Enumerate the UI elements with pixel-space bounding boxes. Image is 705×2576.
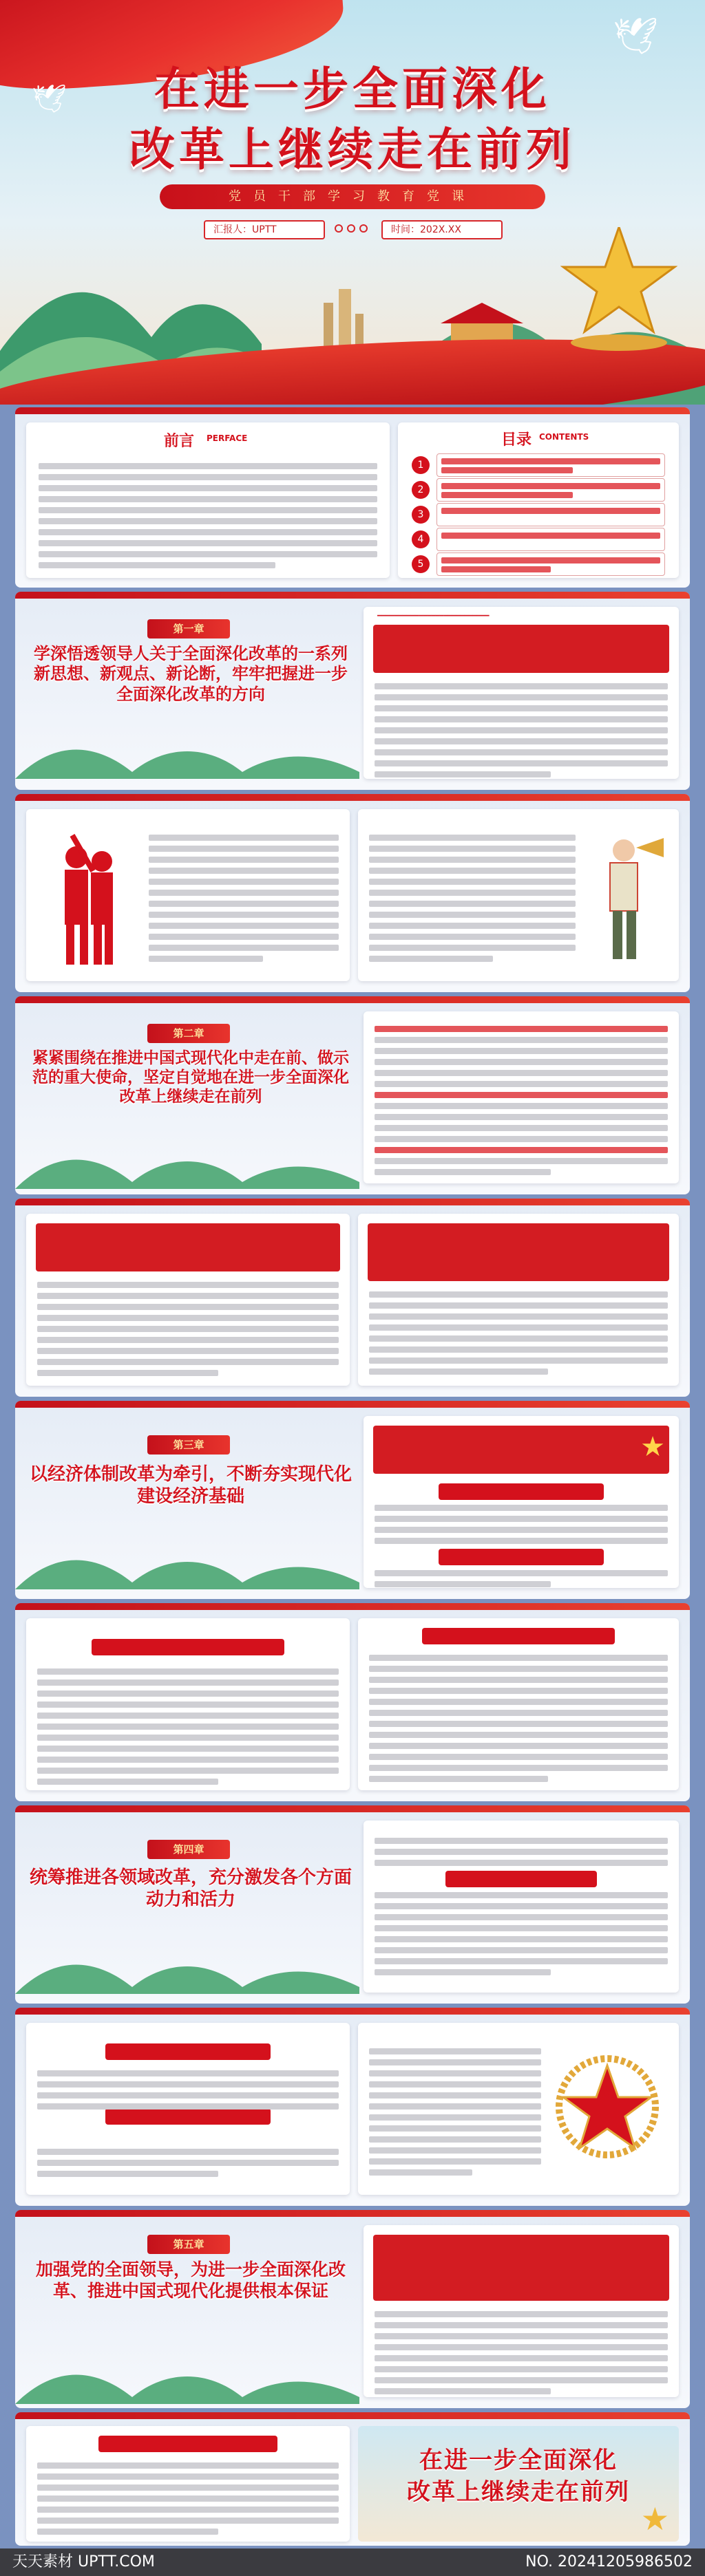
toc-item: 3 — [412, 501, 665, 528]
closing-title-line1: 在进一步全面深化 — [419, 2447, 618, 2474]
chapter-title: 加强党的全面领导，为进一步全面深化改革、推进中国式现代化提供根本保证 — [35, 2260, 346, 2301]
hero-title-line2: 改革上继续走在前列 — [129, 123, 576, 176]
text-slide — [15, 1199, 690, 1397]
chapter-1-slide — [15, 592, 690, 790]
closing-cover — [358, 2426, 679, 2542]
reporter-field: 汇报人：UPTT — [204, 220, 325, 239]
chapter-4-slide — [15, 1805, 690, 2004]
closing-slide — [15, 2412, 690, 2546]
content-card — [26, 2023, 350, 2195]
toc-item: 1 — [412, 451, 665, 479]
toc-title-en: CONTENTS — [539, 432, 589, 442]
content-card — [364, 1416, 679, 1588]
preface-toc-slide — [15, 407, 690, 588]
chapter-title: 以经济体制改革为牵引，不断夯实现代化建设经济基础 — [29, 1464, 352, 1507]
hero-cover — [0, 0, 705, 405]
toc-item: 5 — [412, 550, 665, 578]
chapter-title: 学深悟透领导人关于全面深化改革的一系列新思想、新观点、新论断，牢牢把握进一步全面深化改革的方向 — [34, 644, 348, 704]
content-card — [364, 1821, 679, 1993]
mountain-illustration — [15, 2363, 359, 2404]
figures-slide — [15, 794, 690, 992]
chapter-title: 紧紧围绕在推进中国式现代化中走在前、做示范的重大使命，坚定自觉地在进一步全面深化改革上继续走在前列 — [32, 1049, 349, 1106]
chapter-2-slide — [15, 996, 690, 1194]
content-card — [358, 809, 679, 981]
toc-title: 目录 — [501, 431, 532, 449]
red-star-emblem-icon — [552, 2050, 662, 2167]
toc-item: 2 — [412, 476, 665, 504]
content-card — [364, 2225, 679, 2397]
chapter-tag: 第三章 — [147, 1435, 230, 1455]
mountain-illustration — [15, 1548, 359, 1589]
dove-icon: 🕊 — [32, 83, 67, 115]
dove-icon: 🕊 — [613, 16, 659, 57]
gold-star-trophy-icon — [560, 227, 677, 351]
worker-silhouette-icon — [39, 830, 135, 967]
chapter-5-slide — [15, 2210, 690, 2408]
divider-dots — [335, 224, 372, 233]
text-slide — [15, 1603, 690, 1801]
hero-subtitle: 党员干部学习教育党课 — [160, 184, 545, 209]
watermark-footer — [0, 2548, 705, 2576]
date-field: 时间：202X.XX — [381, 220, 503, 239]
content-card — [26, 1618, 350, 1790]
content-card — [358, 1618, 679, 1790]
chapter-tag: 第二章 — [147, 1024, 230, 1043]
chapter-tag: 第一章 — [147, 619, 230, 638]
text-slide — [15, 2008, 690, 2206]
item-number: NO. 20241205986502 — [525, 2553, 693, 2570]
content-card — [358, 1214, 679, 1386]
content-card — [364, 1011, 679, 1183]
star-icon: ★ — [640, 1431, 665, 1463]
chapter-tag: 第四章 — [147, 1840, 230, 1859]
mountain-illustration — [15, 738, 359, 779]
content-card — [26, 2426, 350, 2542]
preface-card — [26, 422, 390, 578]
preface-title: 前言 — [164, 433, 195, 450]
toc-item: 4 — [412, 526, 665, 553]
trumpeter-illustration-icon — [582, 830, 665, 967]
content-card — [26, 809, 350, 981]
content-card — [358, 2023, 679, 2195]
chapter-3-slide — [15, 1401, 690, 1599]
content-card: ━━━━━━━━━━━━━━━━━━━━━━━━━━━ — [364, 607, 679, 779]
hero-title-line1: 在进一步全面深化 — [154, 63, 551, 116]
preface-text-lines — [39, 458, 377, 573]
toc-card — [398, 422, 679, 578]
site-watermark: 天天素材 UPTT.COM — [12, 2553, 155, 2570]
gold-star-icon: ★ — [640, 2500, 669, 2537]
preface-title-en: PERFACE — [207, 433, 248, 443]
chapter-tag: 第五章 — [147, 2235, 230, 2254]
chapter-title: 统筹推进各领域改革，充分激发各个方面动力和活力 — [29, 1867, 352, 1910]
content-card — [26, 1214, 350, 1386]
closing-title-line2: 改革上继续走在前列 — [407, 2478, 630, 2506]
mountain-illustration — [15, 1953, 359, 1994]
mountain-illustration — [15, 1148, 359, 1189]
